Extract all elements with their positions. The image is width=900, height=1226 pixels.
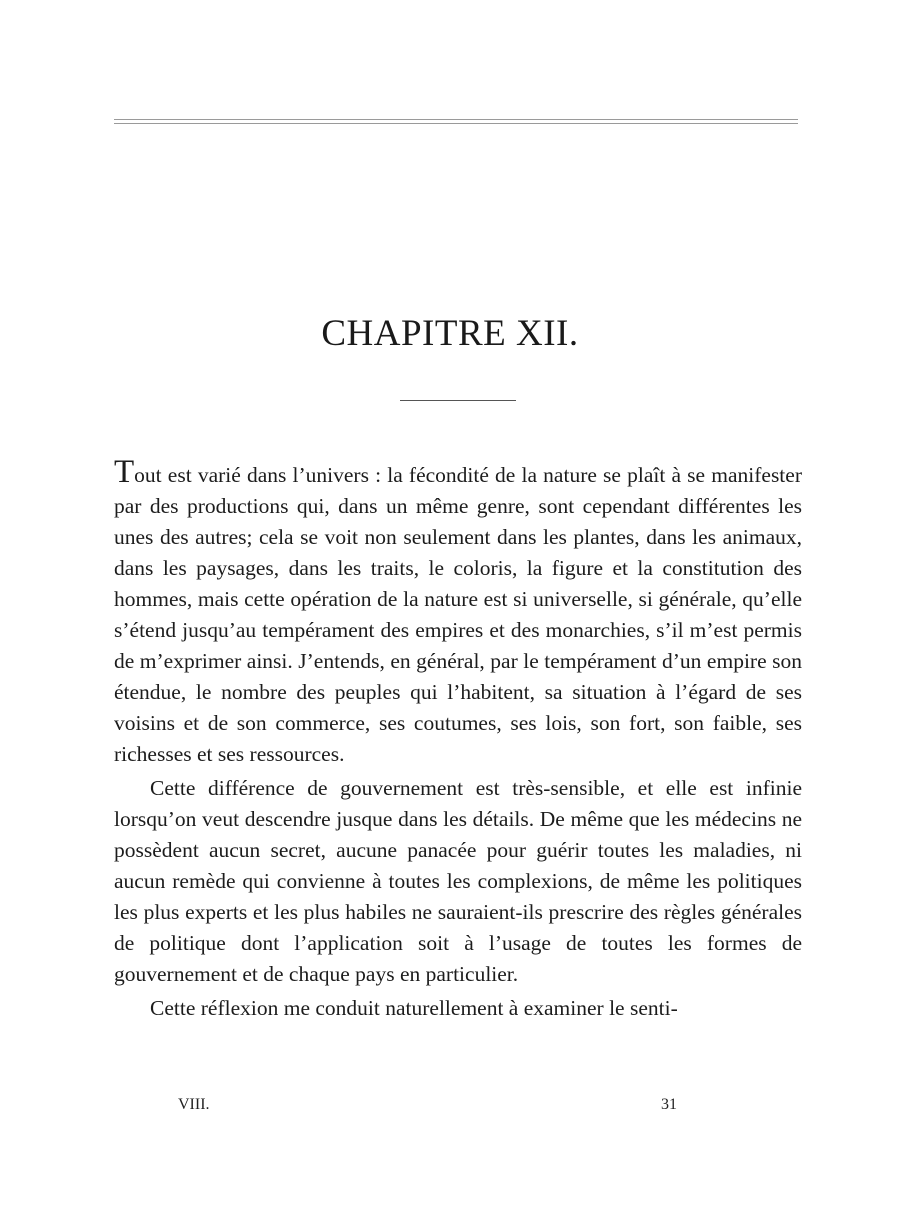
paragraph-1 (114, 454, 802, 770)
paragraph-1-text: out est varié dans l’univers : la fécondité de la nature se plaît à se manifester par des productions qui, dans un même genre, sont cependant différentes les unes des autres; cela se voit non seulement dans les plantes, dans les animaux, dans les paysages, dans les traits, le coloris, la figure et la constitution des hommes, mais cette opération de la nature est si universelle, si générale, qu’elle s’étend jusqu’au tempérament des empires et des monarchies, s’il m’est permis de m’exprimer ainsi. J’entends, en général, par le tempérament d’un empire son étendue, le nombre des peuples qui l’habitent, sa situation à l’égard de ses voisins et de son commerce, ses coutumes, ses lois, son fort, son faible, ses richesses et ses ressources. (114, 463, 802, 766)
signature-mark: VIII. (178, 1096, 210, 1113)
drop-cap-initial: T (114, 454, 135, 490)
top-double-rule (114, 119, 798, 124)
title-separator-rule (400, 400, 516, 401)
body-text (114, 454, 802, 1024)
paragraph-2: Cette différence de gouvernement est très-sensible, et elle est infinie lorsqu’on veut descendre jusque dans les détails. De même que les médecins ne possèdent aucun secret, aucune panacée pour guérir toutes les maladies, ni aucun remède qui convienne à toutes les complexions, de même les politiques les plus experts et les plus habiles ne sauraient-ils prescrire des règles générales de politique dont l’application soit à l’usage de toutes les formes de gouvernement et de chaque pays en particulier. (114, 776, 802, 986)
page-number: 31 (661, 1096, 677, 1113)
chapter-title: CHAPITRE XII. (321, 313, 579, 354)
paragraph-3: Cette réflexion me conduit naturellement à examiner le senti- (150, 996, 678, 1020)
